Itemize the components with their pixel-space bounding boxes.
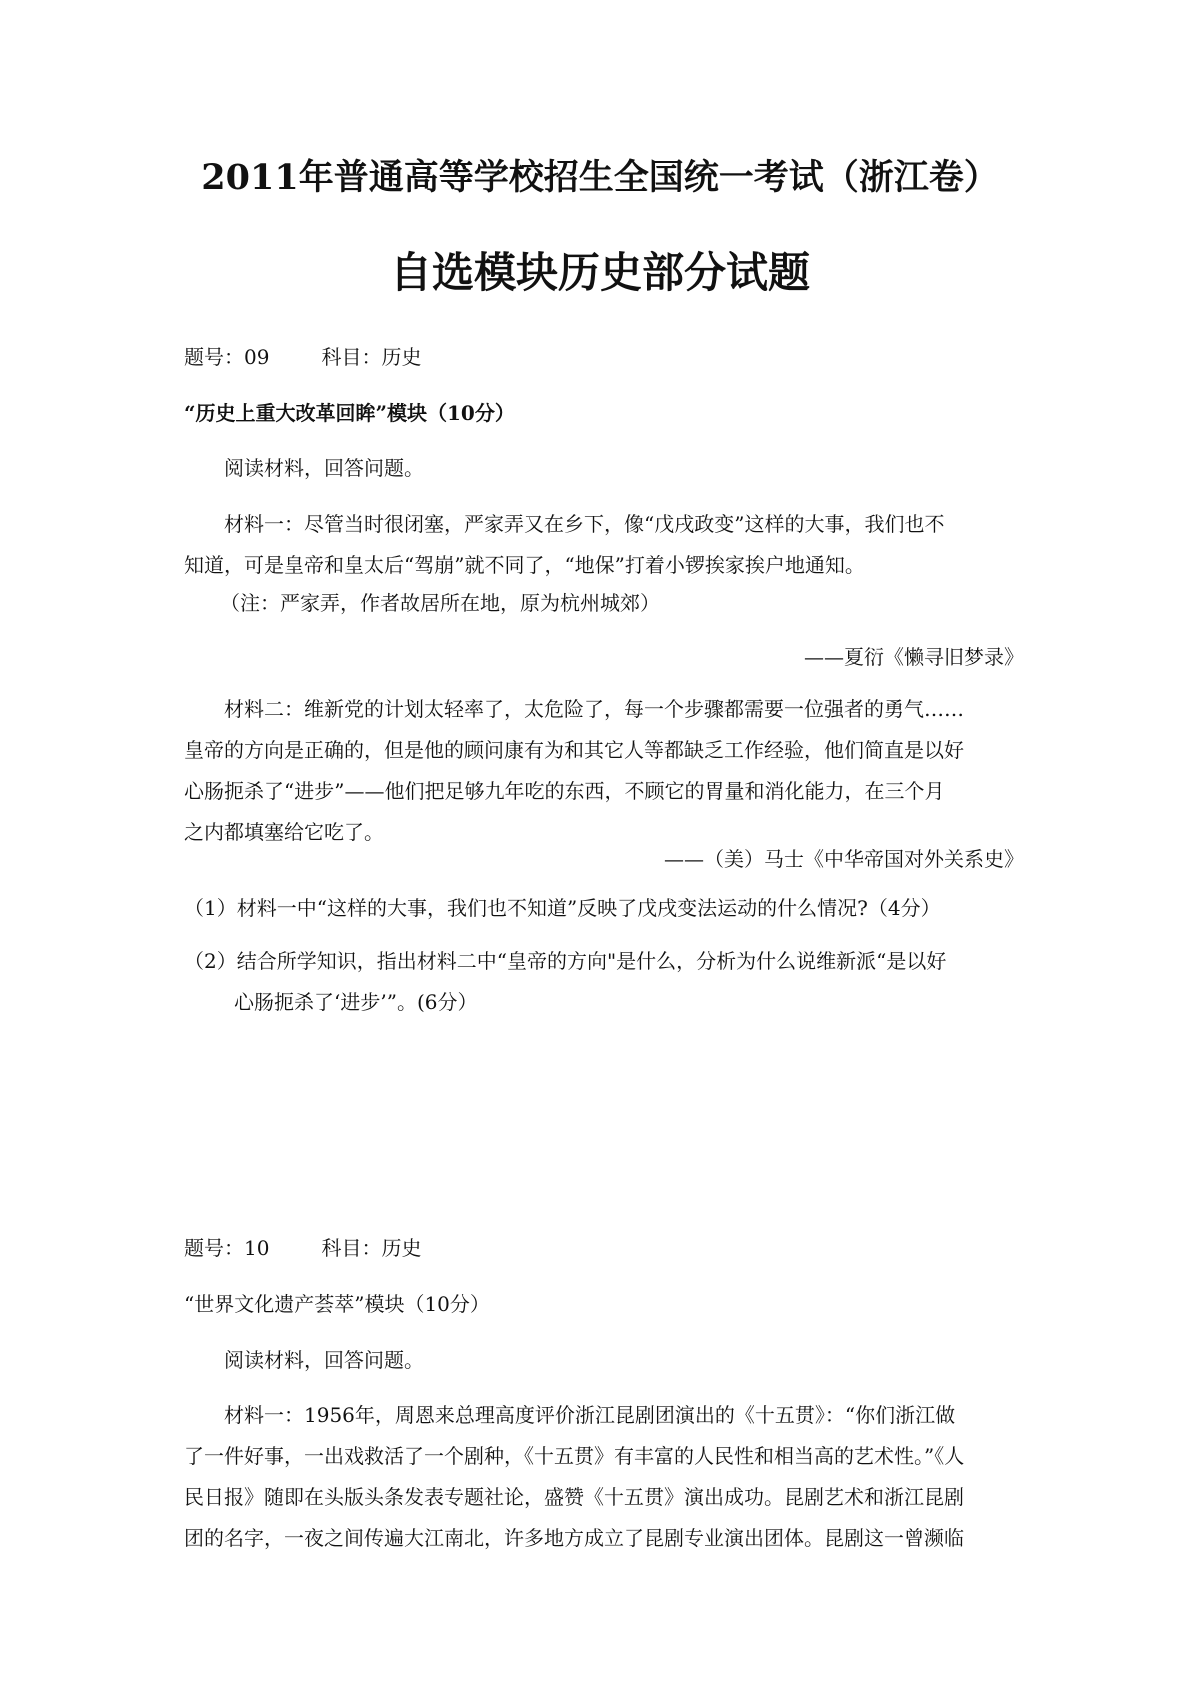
q09-sub-question-1 [184, 888, 1024, 929]
q09-subject: 科目：历史 [321, 345, 422, 369]
q10-material-1-line: 材料一：1956年，周恩来总理高度评价浙江昆剧团演出的《十五贯》：“你们浙江做 [224, 1403, 956, 1427]
exam-subtitle: 自选模块历史部分试题 [389, 248, 810, 297]
q09-header [184, 342, 1024, 372]
q09-sub-question-2 [184, 941, 1024, 1023]
q10-number: 题号：10 [184, 1236, 270, 1260]
q10-subject: 科目：历史 [321, 1236, 422, 1260]
q10-material-1-line: 民日报》随即在头版头条发表专题社论，盛赞《十五贯》演出成功。昆剧艺术和浙江昆剧 [184, 1485, 964, 1509]
q09-sub-question-1-text: （1）材料一中“这样的大事，我们也不知道”反映了戊戌变法运动的什么情况?（4分） [184, 896, 941, 920]
q10-module-title: “世界文化遗产荟萃”模块（10分） [184, 1292, 490, 1316]
q09-material-2-line: 材料二：维新党的计划太轻率了，太危险了，每一个步骤都需要一位强者的勇气…… [224, 697, 964, 721]
exam-title: 2011年普通高等学校招生全国统一考试（浙江卷） [201, 157, 999, 198]
q10-instruction: 阅读材料，回答问题。 [224, 1348, 424, 1372]
q09-material-1-note: （注：严家弄，作者故居所在地，原为杭州城郊） [220, 591, 660, 615]
q09-material-1 [184, 504, 1024, 586]
q09-sub-question-2-line: 心肠扼杀了‘进步’”。(6分） [234, 990, 478, 1014]
q09-module-title: “历史上重大改革回眸”模块（10分） [184, 401, 515, 425]
q09-material-2-source: ——（美）马士《中华帝国对外关系史》 [664, 847, 1024, 871]
q09-number: 题号：09 [184, 345, 270, 369]
q09-material-2-line: 心肠扼杀了“进步”——他们把足够九年吃的东西，不顾它的胃量和消化能力，在三个月 [184, 779, 945, 803]
q09-instruction: 阅读材料，回答问题。 [224, 456, 424, 480]
q10-header [184, 1233, 1024, 1263]
q09-material-1-source: ——夏衍《懒寻旧梦录》 [804, 645, 1024, 669]
q09-material-2 [184, 689, 1024, 853]
q09-sub-question-2-line: （2）结合所学知识，指出材料二中“皇帝的方向"是什么，分析为什么说维新派“是以好 [184, 949, 947, 973]
q09-material-1-line: 知道，可是皇帝和皇太后“驾崩”就不同了，“地保”打着小锣挨家挨户地通知。 [184, 553, 865, 577]
q10-material-1-line: 了一件好事，一出戏救活了一个剧种，《十五贯》有丰富的人民性和相当高的艺术性。”《人 [184, 1444, 965, 1468]
q10-material-1 [184, 1395, 1024, 1559]
q09-material-1-line: 材料一：尽管当时很闭塞，严家弄又在乡下，像“戊戌政变”这样的大事，我们也不 [224, 512, 945, 536]
q09-material-2-line: 皇帝的方向是正确的，但是他的顾问康有为和其它人等都缺乏工作经验，他们简直是以好 [184, 738, 964, 762]
q10-material-1-line: 团的名字，一夜之间传遍大江南北，许多地方成立了昆剧专业演出团体。昆剧这一曾濒临 [184, 1526, 964, 1550]
q09-material-2-line: 之内都填塞给它吃了。 [184, 820, 384, 844]
